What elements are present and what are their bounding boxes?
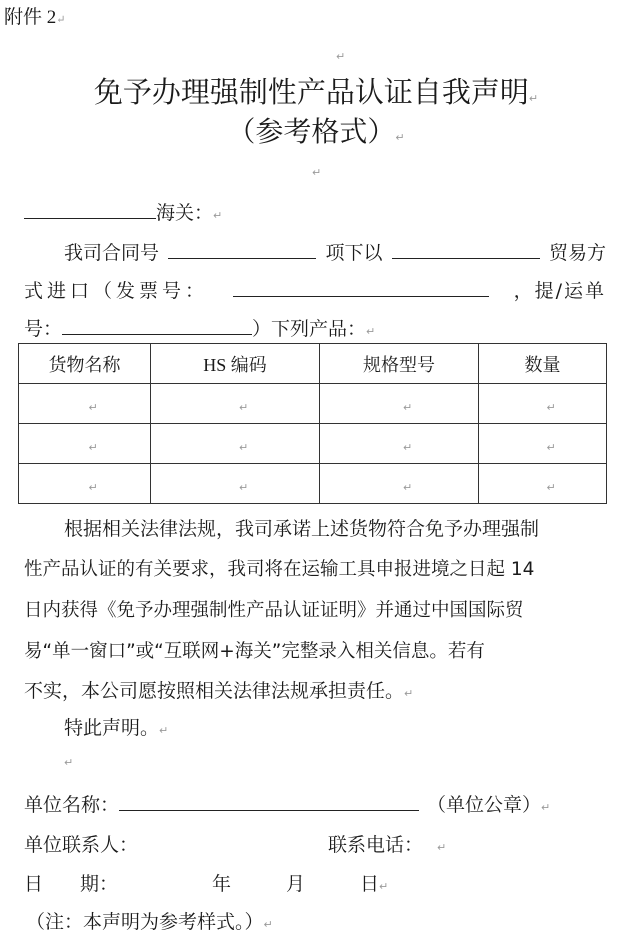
- paragraph-line: 性产品认证的有关要求，我司将在运输工具申报进境之日起 14: [24, 559, 535, 580]
- paragraph-line: 易“单一窗口”或“互联网+海关”完整录入相关信息。若有: [24, 641, 485, 662]
- table-cell[interactable]: [151, 424, 320, 464]
- paragraph-mark: ↵: [404, 687, 414, 700]
- intro-line-3: 号： ）下列产品：↵: [24, 318, 376, 340]
- date-month-label: 月: [286, 873, 306, 895]
- paragraph-mark: ↵: [312, 166, 322, 179]
- paragraph-mark: ↵: [213, 209, 223, 222]
- paragraph-line: 根据相关法律法规，我司承诺上述货物符合免予办理强制: [64, 518, 540, 540]
- date-day-line: 日↵: [360, 873, 389, 895]
- header-quantity: 数量: [479, 344, 607, 384]
- paragraph-mark: ↵: [403, 440, 413, 454]
- table-row: [19, 464, 607, 504]
- invoice-number-blank[interactable]: [233, 295, 489, 297]
- paragraph-mark: ↵: [263, 918, 273, 931]
- customs-name-blank[interactable]: [24, 217, 156, 219]
- unit-name-blank[interactable]: [119, 809, 419, 811]
- table-header-row: [19, 344, 607, 384]
- bill-of-lading-blank[interactable]: [62, 333, 252, 335]
- header-hs-code: HS 编码: [151, 344, 320, 384]
- paragraph-mark: ↵: [546, 480, 556, 494]
- table-row: [19, 384, 607, 424]
- document-subtitle: （参考格式）↵: [227, 115, 405, 148]
- paragraph-mark: ↵: [546, 440, 556, 454]
- paragraph-mark: ↵: [541, 801, 551, 814]
- date-ri-label: 日: [24, 873, 44, 895]
- table-cell[interactable]: [320, 464, 479, 504]
- paragraph-mark: ↵: [64, 756, 74, 769]
- hereby-declare: 特此声明。↵: [64, 717, 169, 739]
- paragraph-mark: ↵: [395, 131, 405, 144]
- paragraph-mark: ↵: [239, 400, 249, 414]
- annex-label: 附件 2↵: [4, 7, 66, 28]
- table-cell[interactable]: [479, 464, 607, 504]
- paragraph-mark: ↵: [379, 880, 389, 893]
- goods-table: [18, 343, 607, 504]
- table-cell[interactable]: [320, 384, 479, 424]
- paragraph-mark: ↵: [437, 841, 447, 854]
- paragraph-mark: ↵: [88, 480, 98, 494]
- paragraph-mark: ↵: [88, 400, 98, 414]
- table-cell[interactable]: [151, 464, 320, 504]
- paragraph-mark: ↵: [88, 440, 98, 454]
- header-goods-name: 货物名称: [19, 344, 151, 384]
- paragraph-mark: ↵: [239, 440, 249, 454]
- paragraph-line-last: 不实，本公司愿按照相关法律法规承担责任。↵: [24, 680, 414, 702]
- intro-line-2: 式进口（发票号： ，提/运单: [24, 280, 606, 302]
- date-qi-label: 期：: [80, 873, 119, 895]
- paragraph-mark: ↵: [56, 14, 66, 26]
- paragraph-mark: ↵: [159, 724, 169, 737]
- paragraph-mark: ↵: [528, 92, 539, 105]
- reference-note: （注：本声明为参考样式。）↵: [26, 911, 273, 933]
- paragraph-mark: ↵: [336, 50, 346, 63]
- table-row: [19, 424, 607, 464]
- table-cell[interactable]: [320, 424, 479, 464]
- customs-line: 海关：↵: [24, 198, 222, 225]
- table-cell[interactable]: [479, 384, 607, 424]
- table-cell[interactable]: [19, 424, 151, 464]
- paragraph-line: 日内获得《免予办理强制性产品认证证明》并通过中国国际贸: [24, 600, 524, 621]
- intro-line-1: 我司合同号 项下以 贸易方: [64, 242, 606, 264]
- table-cell[interactable]: [151, 384, 320, 424]
- header-specification: 规格型号: [320, 344, 479, 384]
- contact-person-label: 单位联系人：: [24, 834, 139, 856]
- paragraph-mark: ↵: [366, 325, 376, 338]
- document-title: 免予办理强制性产品认证自我声明↵: [93, 75, 539, 109]
- paragraph-mark: ↵: [403, 400, 413, 414]
- paragraph-mark: ↵: [403, 480, 413, 494]
- table-cell[interactable]: [479, 424, 607, 464]
- date-year-label: 年: [212, 873, 232, 895]
- table-cell[interactable]: [19, 384, 151, 424]
- paragraph-mark: ↵: [239, 480, 249, 494]
- phone-line: 联系电话： ↵: [328, 834, 447, 856]
- trade-mode-blank[interactable]: [392, 257, 540, 259]
- contract-number-blank[interactable]: [168, 257, 316, 259]
- paragraph-mark: ↵: [546, 400, 556, 414]
- table-cell[interactable]: [19, 464, 151, 504]
- unit-name-line: 单位名称： （单位公章）↵: [24, 794, 551, 816]
